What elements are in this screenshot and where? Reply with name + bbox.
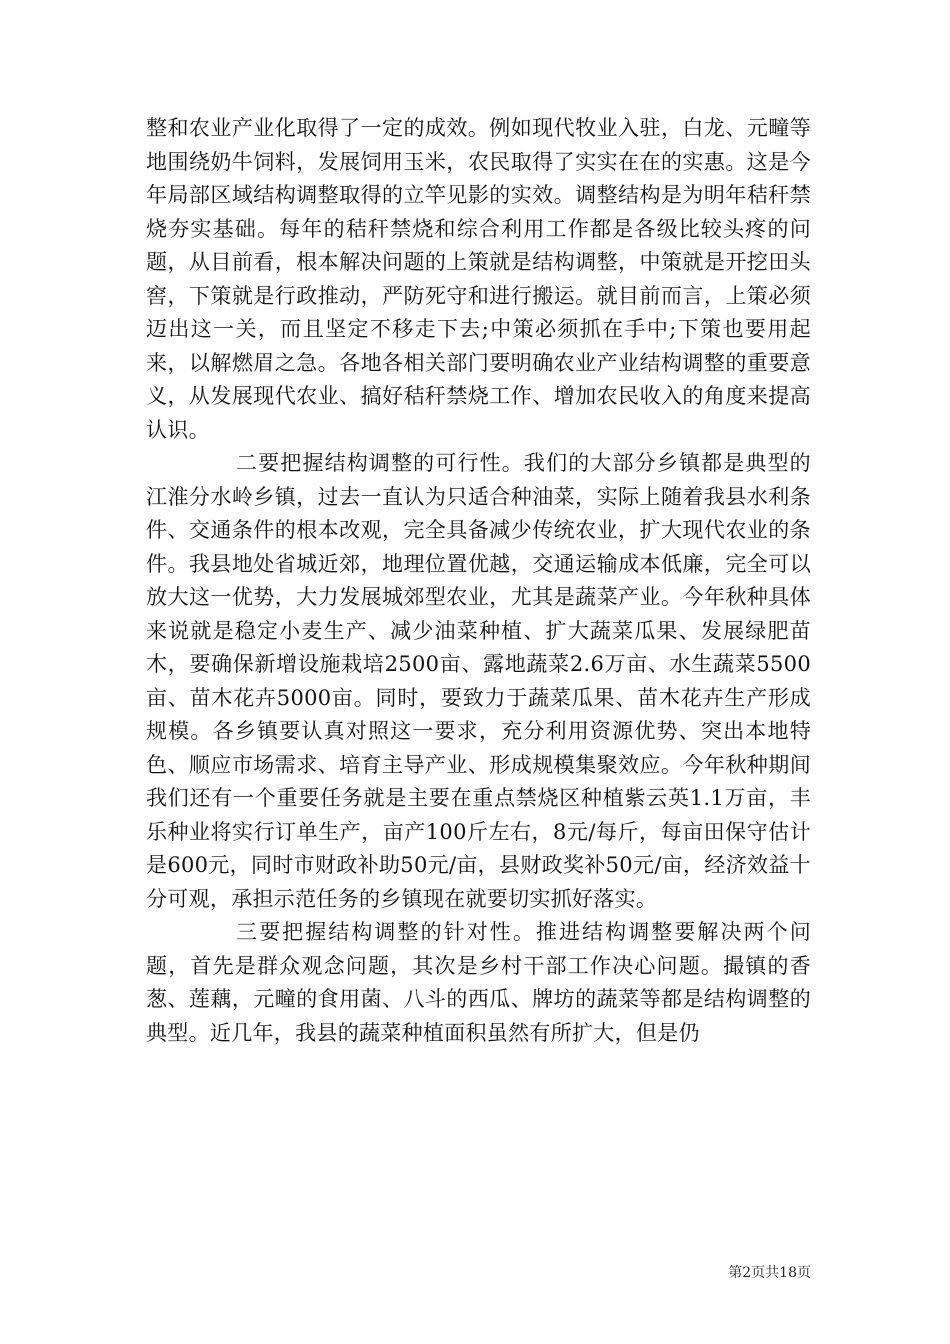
paragraph-1: 整和农业产业化取得了一定的成效。例如现代牧业入驻，白龙、元疃等地围绕奶牛饲料，发展饲用玉米，农民取得了实实在在的实惠。这是今年局部区域结构调整取得的立竿见影的实效。调整结构是为明年秸秆禁烧夯实基础。每年的秸秆禁烧和综合利用工作都是各级比较头疼的问题，从目前看，根本解决问题的上策就是结构调整，中策就是开挖田头窖，下策就是行政推动，严防死守和进行搬运。就目前而言，上策必须迈出这一关，而且坚定不移走下去;中策必须抓在手中;下策也要用起来，以解燃眉之急。各地各相关部门要明确农业产业结构调整的重要意义，从发展现代农业、搞好秸秆禁烧工作、增加农民收入的角度来提高认识。 xyxy=(146,116,811,442)
paragraph-3: 三要把握结构调整的针对性。推进结构调整要解决两个问题，首先是群众观念问题，其次是乡村干部工作决心问题。撮镇的香葱、莲藕，元疃的食用菌、八斗的西瓜、牌坊的蔬菜等都是结构调整的典型。近几年，我县的蔬菜种植面积虽然有所扩大，但是仍 xyxy=(146,920,811,1045)
document-page xyxy=(146,112,811,1050)
paragraph-2: 二要把握结构调整的可行性。我们的大部分乡镇都是典型的江淮分水岭乡镇，过去一直认为只适合种油菜，实际上随着我县水利条件、交通条件的根本改观，完全具备减少传统农业，扩大现代农业的条件。我县地处省城近郊，地理位置优越，交通运输成本低廉，完全可以放大这一优势，大力发展城郊型农业，尤其是蔬菜产业。今年秋种具体来说就是稳定小麦生产、减少油菜种植、扩大蔬菜瓜果、发展绿肥苗木，要确保新增设施栽培2500亩、露地蔬菜2.6万亩、水生蔬菜5500亩、苗木花卉5000亩。同时，要致力于蔬菜瓜果、苗木花卉生产形成规模。各乡镇要认真对照这一要求，充分利用资源优势、突出本地特色、顺应市场需求、培育主导产业、形成规模集聚效应。今年秋种期间我们还有一个重要任务就是主要在重点禁烧区种植紫云英1.1万亩，丰乐种业将实行订单生产，亩产100斤左右，8元/每斤，每亩田保守估计是600元，同时市财政补助50元/亩，县财政奖补50元/亩，经济效益十分可观，承担示范任务的乡镇现在就要切实抓好落实。 xyxy=(146,451,811,911)
page-number-footer: 第2页共18页 xyxy=(728,1265,811,1281)
